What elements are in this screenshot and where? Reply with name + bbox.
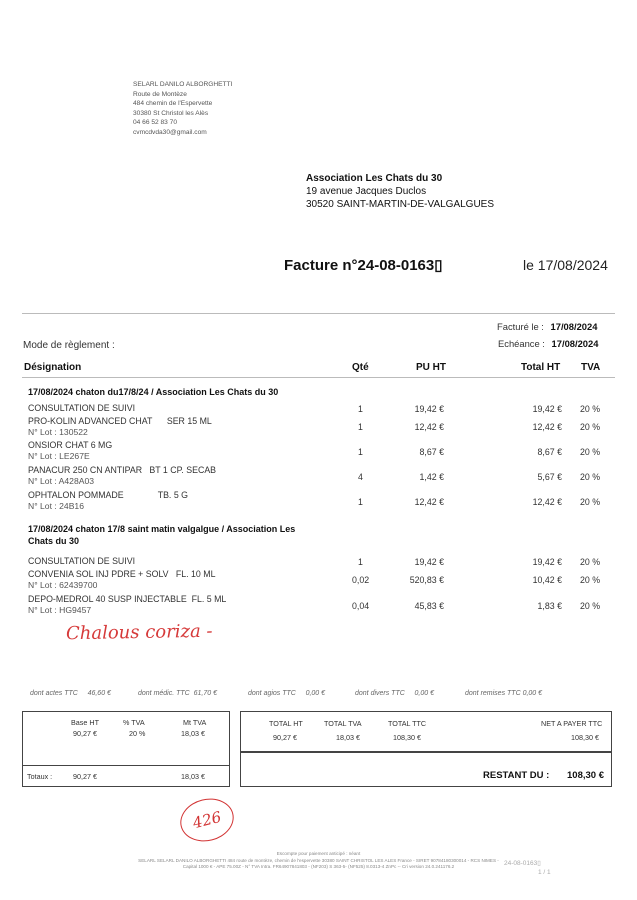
total-tva-label: TOTAL TVA (324, 719, 362, 728)
header-pu: PU HT (416, 362, 446, 373)
header-total: Total HT (521, 362, 561, 373)
item-total: 19,42 € (532, 404, 562, 414)
item-total: 5,67 € (537, 472, 562, 482)
item-total: 10,42 € (532, 575, 562, 585)
invoice-date: le 17/08/2024 (523, 257, 608, 273)
item-total: 8,67 € (537, 447, 562, 457)
vat-rate: 20 % (129, 729, 146, 738)
recipient-city: 30520 SAINT-MARTIN-DE-VALGALGUES (306, 199, 495, 210)
vat-header-amount: Mt TVA (183, 718, 207, 727)
invoice-title: Facture n°24-08-0163▯ (284, 257, 443, 274)
item-qty: 1 (358, 422, 363, 432)
totals-box (240, 711, 612, 753)
section-title: 17/08/2024 chaton 17/8 saint matin valgalgue / Association Les (28, 524, 296, 534)
due-date (498, 338, 598, 349)
vat-base: 90,27 € (73, 729, 97, 738)
vat-header-base: Base HT (71, 718, 99, 727)
item-lot: N° Lot : A428A03 (28, 476, 95, 486)
item-label: OPHTALON POMMADE TB. 5 G (28, 490, 189, 500)
restant-value: 108,30 € (567, 770, 604, 781)
footer-line: SELARL SELARL DANILO ALBORGHETTI 484 route de montèze, chemin de l'espervette 30380 SAINT CHRISTOL LES ALES France - SIRET 90784180300014 - RCS NIMES - (138, 857, 499, 863)
sender-line: 484 chemin de l'Espervette (133, 100, 213, 108)
footer-line: Escompte pour paiement anticipé : néant (276, 851, 361, 856)
item-pu: 19,42 € (414, 404, 444, 414)
breakdown-agios: dont agios TTC 0,00 € (248, 690, 326, 697)
vat-totals-base: 90,27 € (73, 772, 97, 781)
item-pu: 8,67 € (419, 447, 444, 457)
item-lot: N° Lot : LE267E (28, 451, 90, 461)
item-label: ONSIOR CHAT 6 MG (28, 440, 113, 450)
item-label: DEPO-MEDROL 40 SUSP INJECTABLE FL. 5 ML (28, 594, 227, 604)
total-ht-value: 90,27 € (273, 733, 297, 742)
item-pu: 19,42 € (414, 557, 444, 567)
item-pu: 520,83 € (409, 575, 444, 585)
footer (0, 851, 637, 871)
breakdown-remises: dont remises TTC 0,00 € (465, 690, 543, 697)
item-pu: 12,42 € (414, 422, 444, 432)
due-label: Echéance : (498, 338, 545, 349)
item-qty: 1 (358, 497, 363, 507)
billed-label: Facturé le : (497, 321, 544, 332)
due-value: 17/08/2024 (551, 338, 599, 349)
item-pu: 45,83 € (414, 601, 444, 611)
restant-label: RESTANT DU : (483, 770, 550, 781)
item-qty: 4 (358, 472, 363, 482)
item-pu: 1,42 € (419, 472, 444, 482)
item-total: 12,42 € (532, 497, 562, 507)
sender-email: cvmcdvda30@gmail.com (133, 128, 207, 136)
item-lot: N° Lot : 130522 (28, 427, 88, 437)
item-tva: 20 % (580, 422, 601, 432)
item-qty: 1 (358, 447, 363, 457)
vat-amount: 18,03 € (181, 729, 205, 738)
item-tva: 20 % (580, 497, 601, 507)
net-to-pay-label: NET A PAYER TTC (541, 719, 603, 728)
sender-block (133, 80, 232, 138)
item-tva: 20 % (580, 601, 601, 611)
item-lot: N° Lot : HG9457 (28, 605, 92, 615)
header-designation: Désignation (24, 362, 82, 373)
item-total: 19,42 € (532, 557, 562, 567)
item-label: PANACUR 250 CN ANTIPAR BT 1 CP. SECAB (28, 465, 217, 475)
item-total: 12,42 € (532, 422, 562, 432)
item-tva: 20 % (580, 557, 601, 567)
item-pu: 12,42 € (414, 497, 444, 507)
item-tva: 20 % (580, 472, 601, 482)
item-lot: N° Lot : 62439700 (28, 580, 98, 590)
sender-line: Route de Montèze (133, 90, 187, 98)
restant-box (240, 751, 612, 787)
recipient-block (306, 172, 494, 211)
total-tva-value: 18,03 € (336, 733, 360, 742)
sender-name: SELARL DANILO ALBORGHETTI (133, 81, 233, 88)
vat-header-rate: % TVA (123, 718, 145, 727)
item-tva: 20 % (580, 575, 601, 585)
total-ht-label: TOTAL HT (269, 719, 303, 728)
item-total: 1,83 € (537, 601, 562, 611)
section-title-continued: Chats du 30 (28, 536, 80, 546)
recipient-name: Association Les Chats du 30 (306, 173, 443, 184)
item-tva: 20 % (580, 447, 601, 457)
billed-value: 17/08/2024 (550, 321, 598, 332)
handwritten-note: Chalous coriza - (65, 620, 213, 645)
recipient-street: 19 avenue Jacques Duclos (306, 186, 427, 197)
divider (22, 377, 615, 378)
total-ttc-value: 108,30 € (393, 733, 421, 742)
net-to-pay-value: 108,30 € (571, 733, 599, 742)
footer-line: Capital 1000 € - APE 75.00Z - N° TVA Intra. FR64907841803 - (NF203) S 363-5- (NF525) 8.0313-4 ZnPc -- Cri version 24.0.241176.2 (182, 864, 455, 869)
billed-date (497, 321, 597, 332)
item-label: CONVENIA SOL INJ PDRE + SOLV FL. 10 ML (28, 569, 216, 579)
item-qty: 1 (358, 557, 363, 567)
breakdown-medic: dont médic. TTC 61,70 € (138, 690, 217, 697)
footer-page: 1 / 1 (538, 869, 551, 876)
breakdown-acts: dont actes TTC 46,60 € (30, 690, 111, 697)
sender-line: 30380 St Christol les Alès (133, 109, 209, 117)
divider (22, 313, 615, 314)
vat-totals-label: Totaux : (27, 772, 53, 781)
total-ttc-label: TOTAL TTC (388, 719, 427, 728)
item-qty: 0,04 (352, 601, 370, 611)
section-title: 17/08/2024 chaton du17/8/24 / Association Les Chats du 30 (28, 387, 279, 397)
sender-phone: 04 66 52 83 70 (133, 119, 177, 127)
breakdown-divers: dont divers TTC 0,00 € (355, 690, 434, 697)
header-qty: Qté (352, 362, 369, 373)
vat-totals-row (22, 765, 230, 787)
payment-mode-label: Mode de règlement : (23, 340, 115, 351)
item-label: CONSULTATION DE SUIVI (28, 403, 136, 413)
item-tva: 20 % (580, 404, 601, 414)
item-label: PRO-KOLIN ADVANCED CHAT SER 15 ML (28, 416, 212, 426)
handwritten-circled-number: 426 (176, 793, 239, 847)
item-qty: 0,02 (352, 575, 370, 585)
header-tva: TVA (581, 362, 601, 373)
item-label: CONSULTATION DE SUIVI (28, 556, 136, 566)
footer-invoice-ref: 24-08-0163▯ (504, 860, 541, 867)
item-qty: 1 (358, 404, 363, 414)
item-lot: N° Lot : 24B16 (28, 501, 84, 511)
vat-totals-amount: 18,03 € (181, 772, 205, 781)
